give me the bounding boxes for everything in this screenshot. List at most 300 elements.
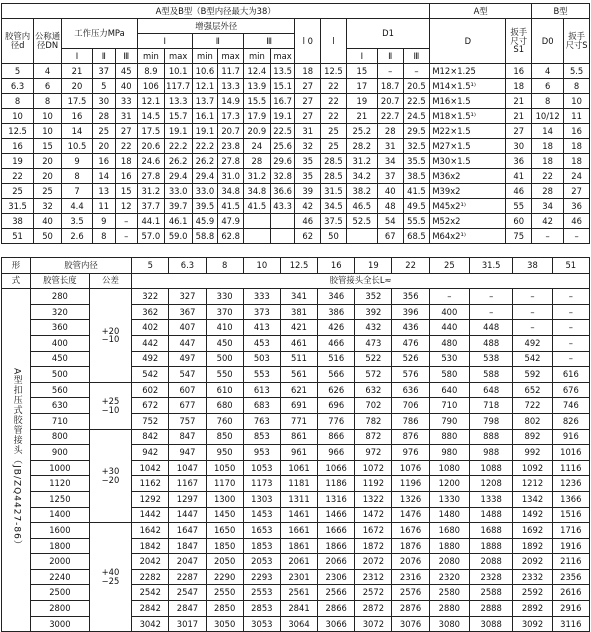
table-row	[2, 139, 590, 154]
table-cell: 41.5	[403, 184, 430, 199]
table-cell: 950	[206, 445, 243, 461]
table-cell: 15	[115, 184, 137, 199]
table-cell: 1666	[318, 523, 355, 539]
table-cell: 19	[2, 154, 34, 169]
thread-d-header: D	[430, 19, 506, 64]
table-cell: 39.5	[192, 199, 218, 214]
table-cell: 1326	[392, 491, 429, 507]
table-cell: 15	[34, 139, 62, 154]
table-cell: 1292	[132, 491, 169, 507]
table-cell: M39x2	[430, 184, 506, 199]
table-cell: 24	[564, 169, 590, 184]
tolerance-cell	[89, 289, 131, 383]
table-cell: 526	[392, 351, 429, 367]
table-row	[2, 523, 590, 539]
table-cell: 356	[392, 289, 429, 305]
table-cell: 2847	[169, 601, 206, 617]
table-cell: 3066	[318, 616, 355, 632]
form-header: 式	[2, 273, 31, 289]
table-cell: 1647	[169, 523, 206, 539]
table-cell: 57.0	[137, 229, 164, 244]
table-cell: 21	[61, 64, 92, 79]
table-cell: 547	[169, 367, 206, 383]
table-cell: 117.7	[164, 79, 192, 94]
table-cell: 2092	[513, 554, 552, 570]
l-header: l	[321, 19, 347, 64]
table-cell: 12	[115, 199, 137, 214]
table-cell: –	[552, 304, 589, 320]
table-cell: 27.8	[218, 154, 244, 169]
table-cell	[244, 229, 271, 244]
table-cell: 2550	[206, 585, 243, 601]
table-cell: 448	[469, 320, 512, 336]
table-cell: 880	[429, 429, 469, 445]
table-cell: 511	[280, 351, 317, 367]
table-cell: 8	[564, 79, 590, 94]
table-cell: 786	[392, 413, 429, 429]
table-cell: 722	[513, 398, 552, 414]
table-cell: 352	[355, 289, 392, 305]
table-cell: 35.5	[403, 154, 430, 169]
table-cell: 55.5	[403, 214, 430, 229]
table-cell: 35	[295, 154, 321, 169]
wp-i-header: Ⅰ	[61, 49, 92, 64]
table-cell: 37.5	[321, 214, 347, 229]
table-cell: 497	[169, 351, 206, 367]
table-cell: 18	[115, 154, 137, 169]
table-cell: 1488	[469, 507, 512, 523]
table-cell: 2542	[132, 585, 169, 601]
table-cell: 20.9	[244, 124, 271, 139]
table-cell: 38	[2, 214, 34, 229]
table-cell: 37	[93, 64, 115, 79]
table-cell: 2047	[169, 554, 206, 570]
table-cell: M36x2	[430, 169, 506, 184]
table-cell: 21	[346, 109, 377, 124]
table-cell: 1311	[280, 491, 317, 507]
table-cell: 28	[93, 109, 115, 124]
table-cell: 3.5	[61, 214, 92, 229]
table-cell: 33.0	[192, 184, 218, 199]
table-cell: 2842	[132, 601, 169, 617]
table-cell: 1162	[132, 476, 169, 492]
table-cell: 25.6	[270, 139, 295, 154]
table-cell: 16	[564, 124, 590, 139]
table-cell: 11	[93, 199, 115, 214]
table-cell: 607	[169, 382, 206, 398]
table-cell: –	[513, 289, 552, 305]
table-cell: 1330	[429, 491, 469, 507]
table-cell: 576	[392, 367, 429, 383]
max-header: max	[270, 49, 295, 64]
table-cell: 757	[169, 413, 206, 429]
table-cell: 27	[115, 124, 137, 139]
table-cell: 1876	[392, 538, 429, 554]
table-cell: 27	[506, 124, 532, 139]
table-cell: 776	[318, 413, 355, 429]
table-cell: 46	[564, 214, 590, 229]
table-cell: 31.5	[321, 184, 347, 199]
table-cell: 3088	[469, 616, 512, 632]
table-cell: 34	[377, 154, 403, 169]
max-header: max	[218, 49, 244, 64]
table-cell: 32	[34, 199, 62, 214]
table-cell: 13.3	[218, 79, 244, 94]
table-cell: 10.6	[192, 64, 218, 79]
table-cell: 29.4	[164, 169, 192, 184]
table-cell: 20	[93, 139, 115, 154]
table-cell: 1880	[429, 538, 469, 554]
bore-col: 6.3	[169, 258, 206, 274]
table-cell: 13.7	[192, 94, 218, 109]
table-row	[2, 79, 590, 94]
table-cell: 36	[506, 154, 532, 169]
wp-iii-header: Ⅲ	[115, 49, 137, 64]
d0-header: D0	[532, 19, 564, 64]
table-cell: 652	[513, 382, 552, 398]
table-cell: 3116	[552, 616, 589, 632]
table-cell: 466	[318, 335, 355, 351]
table-cell: 763	[243, 413, 280, 429]
table-cell: 683	[243, 398, 280, 414]
table-cell: 25	[321, 139, 347, 154]
table-cell: 2588	[469, 585, 512, 601]
table-cell: 1338	[469, 491, 512, 507]
table-cell: 18.7	[377, 79, 403, 94]
table-cell: –	[377, 64, 403, 79]
table-cell: 22.2	[192, 139, 218, 154]
table-cell: 12.4	[244, 64, 271, 79]
table-cell: 676	[552, 382, 589, 398]
table-cell: M30×1.5	[430, 154, 506, 169]
table-cell: 592	[513, 367, 552, 383]
table-cell: 1680	[429, 523, 469, 539]
table-cell: 988	[469, 445, 512, 461]
table-cell: 8	[34, 94, 62, 109]
table-cell: 40	[377, 184, 403, 199]
table-cell	[270, 229, 295, 244]
table-cell: 2876	[392, 601, 429, 617]
table-cell: 386	[318, 304, 355, 320]
bore-d-header: 胶管内径d	[2, 19, 34, 64]
table-cell: 553	[243, 367, 280, 383]
bore-col: 19	[355, 258, 392, 274]
tolerance-cell	[89, 382, 131, 429]
group-ab-header: A型及B型（B型内径最大为38）	[2, 4, 430, 19]
table-cell: 18	[506, 79, 532, 94]
l0-header: l 0	[295, 19, 321, 64]
table-cell: 522	[355, 351, 392, 367]
table-cell: 21	[506, 109, 532, 124]
table-cell: 648	[469, 382, 512, 398]
table-cell: 41.5	[244, 199, 271, 214]
table-cell: 29.5	[403, 124, 430, 139]
table-cell: 46	[506, 184, 532, 199]
table-cell: 421	[280, 320, 317, 336]
table-cell: 2116	[552, 554, 589, 570]
table-cell: 24	[244, 139, 271, 154]
table-cell: 12.5	[321, 64, 347, 79]
table-cell: 16.7	[270, 94, 295, 109]
hose-length-cell: 710	[30, 413, 89, 429]
table-row	[2, 154, 590, 169]
table-cell: M45x2¹⁾	[430, 199, 506, 214]
table-cell: 27	[295, 94, 321, 109]
total-length-header: 胶管接头全长L≈	[132, 273, 590, 289]
table-cell: M16×1.5	[430, 94, 506, 109]
table-cell: 2080	[429, 554, 469, 570]
table-cell: 330	[206, 289, 243, 305]
table-cell: 992	[513, 445, 552, 461]
table-cell: 31.2	[346, 154, 377, 169]
bore-col: 8	[206, 258, 243, 274]
bore-col: 31.5	[469, 258, 512, 274]
working-pressure-header: 工作压力MPa	[61, 19, 137, 49]
table-cell: 34	[532, 199, 564, 214]
table-cell: 42	[295, 199, 321, 214]
table-cell: 75	[506, 229, 532, 244]
table-cell: 961	[280, 445, 317, 461]
table-cell: 1042	[132, 460, 169, 476]
table-cell: 10	[34, 124, 62, 139]
table-cell: 410	[206, 320, 243, 336]
table-cell: 55	[506, 199, 532, 214]
table-cell: 36	[564, 199, 590, 214]
table-cell: 49.5	[403, 199, 430, 214]
table-cell: 6.3	[2, 79, 34, 94]
group-a-header: A型	[430, 4, 532, 19]
table-cell: 18	[532, 154, 564, 169]
table-cell: 5	[93, 79, 115, 94]
table-cell: 9	[93, 214, 115, 229]
table-cell: 1692	[513, 523, 552, 539]
table-cell: 2076	[392, 554, 429, 570]
table-cell: 10	[564, 94, 590, 109]
table-cell: 888	[469, 429, 512, 445]
table-cell: 2888	[469, 601, 512, 617]
table-cell: 432	[355, 320, 392, 336]
wrench-s1-header: 扳手尺寸S1	[506, 19, 532, 64]
bore-col: 12.5	[280, 258, 317, 274]
hose-length-cell: 1800	[30, 538, 89, 554]
hose-length-cell: 280	[30, 289, 89, 305]
table-cell: 1853	[243, 538, 280, 554]
table-row	[2, 199, 590, 214]
table-row	[2, 64, 590, 79]
table-cell: 38.5	[403, 169, 430, 184]
table-cell: 1466	[318, 507, 355, 523]
table-cell: 1453	[243, 507, 280, 523]
table-cell: 706	[392, 398, 429, 414]
bore-col: 16	[318, 258, 355, 274]
table-cell: –	[429, 289, 469, 305]
bore-header: 胶管内径	[30, 258, 131, 274]
table-cell: 5	[2, 64, 34, 79]
table-cell: 25.2	[346, 124, 377, 139]
table-cell: 1842	[132, 538, 169, 554]
table-cell: 2576	[392, 585, 429, 601]
table-cell	[244, 214, 271, 229]
bore-col: 38	[513, 258, 552, 274]
table-cell: 29.6	[270, 154, 295, 169]
table-cell: 19.1	[164, 124, 192, 139]
table-cell: 1016	[552, 445, 589, 461]
table-cell: 32	[295, 139, 321, 154]
table-cell: 450	[206, 335, 243, 351]
table-cell: 3042	[132, 616, 169, 632]
table-cell: 972	[355, 445, 392, 461]
table-cell: 17.5	[61, 94, 92, 109]
table-cell: 492	[513, 335, 552, 351]
table-cell	[346, 229, 377, 244]
hose-length-cell: 1000	[30, 460, 89, 476]
table-cell: 1088	[469, 460, 512, 476]
table-cell: 21	[506, 94, 532, 109]
table-cell: 1200	[429, 476, 469, 492]
table-cell: 876	[392, 429, 429, 445]
table-cell: 702	[355, 398, 392, 414]
table-cell: 1047	[169, 460, 206, 476]
table-row	[2, 169, 590, 184]
table-cell: 1300	[206, 491, 243, 507]
table-cell: –	[403, 64, 430, 79]
table-cell: –	[469, 289, 512, 305]
table-cell: 1116	[552, 460, 589, 476]
hose-length-cell: 1600	[30, 523, 89, 539]
table-cell: 8	[532, 94, 564, 109]
table-cell: 1850	[206, 538, 243, 554]
table-cell: 2572	[355, 585, 392, 601]
table-cell: 566	[318, 367, 355, 383]
table-cell: 1672	[355, 523, 392, 539]
table-cell: 473	[355, 335, 392, 351]
table-cell: 39.7	[164, 199, 192, 214]
table-cell: 33.0	[164, 184, 192, 199]
table-cell: 407	[169, 320, 206, 336]
table-cell: 916	[552, 429, 589, 445]
hose-length-cell: 360	[30, 320, 89, 336]
table-cell: 632	[355, 382, 392, 398]
bore-col: 51	[552, 258, 589, 274]
table-cell: 861	[280, 429, 317, 445]
table-cell: 866	[318, 429, 355, 445]
table-cell: 59.0	[164, 229, 192, 244]
table-row	[2, 109, 590, 124]
table-cell: 2320	[429, 569, 469, 585]
table-cell: 31	[377, 139, 403, 154]
tolerance-cell	[89, 429, 131, 523]
d1-i-header: Ⅰ	[346, 49, 377, 64]
table-cell: 1303	[243, 491, 280, 507]
table-cell: –	[532, 229, 564, 244]
table-cell: 426	[318, 320, 355, 336]
table-cell: 640	[429, 382, 469, 398]
table-cell: 3092	[513, 616, 552, 632]
table-cell: 367	[169, 304, 206, 320]
hose-length-cell: 320	[30, 304, 89, 320]
table-cell: 1066	[318, 460, 355, 476]
table-cell: 1092	[513, 460, 552, 476]
table-cell: 14	[61, 124, 92, 139]
table-cell: 362	[132, 304, 169, 320]
table-cell: 25	[2, 184, 34, 199]
table-cell: 440	[429, 320, 469, 336]
table-cell: 46.5	[346, 199, 377, 214]
table-cell: 1461	[280, 507, 317, 523]
table-cell: 48	[377, 199, 403, 214]
table-cell: 2301	[280, 569, 317, 585]
table-cell: 3080	[429, 616, 469, 632]
table-cell: 561	[280, 367, 317, 383]
tolerance-value: −20	[101, 474, 120, 485]
table-cell: 27	[295, 79, 321, 94]
table-cell: 1316	[318, 491, 355, 507]
table-cell: 2088	[469, 554, 512, 570]
table-cell: 2332	[513, 569, 552, 585]
table-cell: 14.5	[137, 109, 164, 124]
layer-i-header: Ⅰ	[137, 34, 192, 49]
hose-length-cell: 2240	[30, 569, 89, 585]
table-cell: 1716	[552, 523, 589, 539]
table-cell: 680	[206, 398, 243, 414]
table-cell: 51	[2, 229, 34, 244]
table-cell: 1916	[552, 538, 589, 554]
table-cell: 20	[34, 169, 62, 184]
table-cell: 23.8	[218, 139, 244, 154]
d1-ii-header: Ⅱ	[377, 49, 403, 64]
table-cell: 28	[377, 124, 403, 139]
table-cell: 436	[392, 320, 429, 336]
table-cell: 106	[137, 79, 164, 94]
table-cell: M22×1.5	[430, 124, 506, 139]
table-cell: 1872	[355, 538, 392, 554]
table-cell: 847	[169, 429, 206, 445]
table-cell: 41.5	[218, 199, 244, 214]
table-cell: 370	[206, 304, 243, 320]
table-cell: M27×1.5	[430, 139, 506, 154]
min-header: min	[137, 49, 164, 64]
table-cell: 1661	[280, 523, 317, 539]
hose-length-cell: 500	[30, 367, 89, 383]
table-cell: 14	[93, 169, 115, 184]
table-cell: 1472	[355, 507, 392, 523]
table-cell: 550	[206, 367, 243, 383]
table-cell: M14×1.5¹⁾	[430, 79, 506, 94]
table-cell: 1676	[392, 523, 429, 539]
length-header: 胶管长度	[30, 273, 89, 289]
table-row	[2, 184, 590, 199]
table-cell: 842	[132, 429, 169, 445]
table-cell: 11	[564, 109, 590, 124]
vertical-label	[2, 289, 31, 632]
table-cell: 392	[355, 304, 392, 320]
hose-length-cell: 2000	[30, 554, 89, 570]
table-cell: 17.5	[137, 124, 164, 139]
table-cell: 476	[392, 335, 429, 351]
table-cell: 19	[346, 94, 377, 109]
table-cell: 1450	[206, 507, 243, 523]
table-cell: 31.5	[2, 199, 34, 214]
table-cell: 15.7	[164, 109, 192, 124]
table-cell: 2592	[513, 585, 552, 601]
table-cell: 34.8	[218, 184, 244, 199]
table-cell: 602	[132, 382, 169, 398]
table-row	[2, 94, 590, 109]
table-cell: 45	[115, 64, 137, 79]
table-cell: 322	[132, 289, 169, 305]
reinforcement-od-header: 增强层外径	[137, 19, 294, 34]
table-cell: 8	[93, 229, 115, 244]
